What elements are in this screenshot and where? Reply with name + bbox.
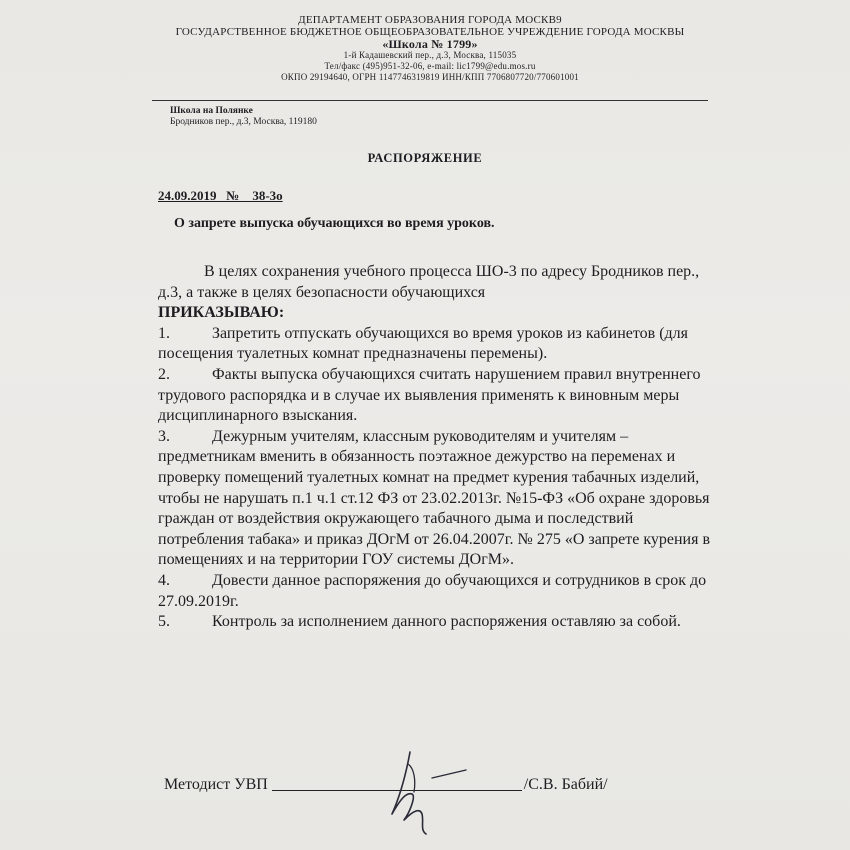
order-heading: ПРИКАЗЫВАЮ: [158,304,285,322]
item-text: Контроль за исполнением данного распоряжения оставляю за собой. [212,613,681,631]
letterhead [150,14,710,83]
item-number: 4. [158,571,170,589]
institution-name: ГОСУДАРСТВЕННОЕ БЮДЖЕТНОЕ ОБЩЕОБРАЗОВАТЕЛЬНОЕ УЧРЕЖДЕНИЕ ГОРОДА МОСКВЫ [175,26,685,38]
item-text: Запретить отпускать обучающихся во время уроков из кабинетов (для посещения туалетных комнат предназначены перемены). [158,324,689,363]
branch-address: Бродников пер., д.3, Москва, 119180 [170,117,317,127]
document-subject: О запрете выпуска обучающихся во время уроков. [174,216,495,231]
order-item [158,427,718,571]
handwritten-signature [370,734,480,844]
item-text: Дежурным учителям, классным руководителям и учителям – предметникам вменить в обязанность поэтажное дежурство на переменах и проверку помещений туалетных комнат на предмет курения табачных изделий, чтобы не нарушать п.1 ч.1 ст.12 ФЗ от 23.02.2013г. №15-ФЗ «Об охране здоровья граждан от воздействия окружающего табачного дыма и последствий потребления табака» и приказ ДОгМ от 26.04.2007г. № 275 «О запрете курения в помещениях и на территории ГОУ системы ДОгМ». [158,427,711,569]
item-text: Факты выпуска обучающихся считать нарушением правил внутреннего трудового распорядка и в случае их выявления применять к виновным меры дисциплинарного взыскания. [158,365,701,425]
document-date-number: 24.09.2019 № 38-3о [158,188,283,203]
school-name: «Школа № 1799» [382,37,478,51]
document-title: РАСПОРЯЖЕНИЕ [367,151,483,165]
order-item [158,365,718,427]
item-number: 3. [158,427,170,445]
signer-role: Методист УВП [164,776,268,793]
department-name: ДЕПАРТАМЕНТ ОБРАЗОВАНИЯ ГОРОДА МОСКВ9 [298,14,562,26]
branch-info [170,106,317,128]
header-divider [152,100,708,101]
item-number: 2. [158,365,170,383]
document-body [158,262,718,633]
signer-name: /С.В. Бабий/ [523,776,608,793]
intro-paragraph: В целях сохранения учебного процесса ШО-3 по адресу Бродников пер., д.3, а также в целях безопасности обучающихся [158,263,700,301]
school-contacts: Тел/факс (495)951-32-06, e-mail: lic1799@edu.mos.ru [324,61,536,71]
school-address: 1-й Кадашевский пер., д.3, Москва, 115035 [343,50,517,60]
item-text: Довести данное распоряжения до обучающихся и сотрудников в срок до 27.09.2019г. [158,571,707,610]
item-number: 5. [158,613,170,631]
order-item [158,571,718,612]
order-item [158,612,718,633]
item-number: 1. [158,324,170,342]
order-item [158,324,718,365]
school-codes: ОКПО 29194640, ОГРН 1147746319819 ИНН/КПП 7706807720/770601001 [281,72,579,82]
branch-name: Школа на Полянке [170,106,253,116]
